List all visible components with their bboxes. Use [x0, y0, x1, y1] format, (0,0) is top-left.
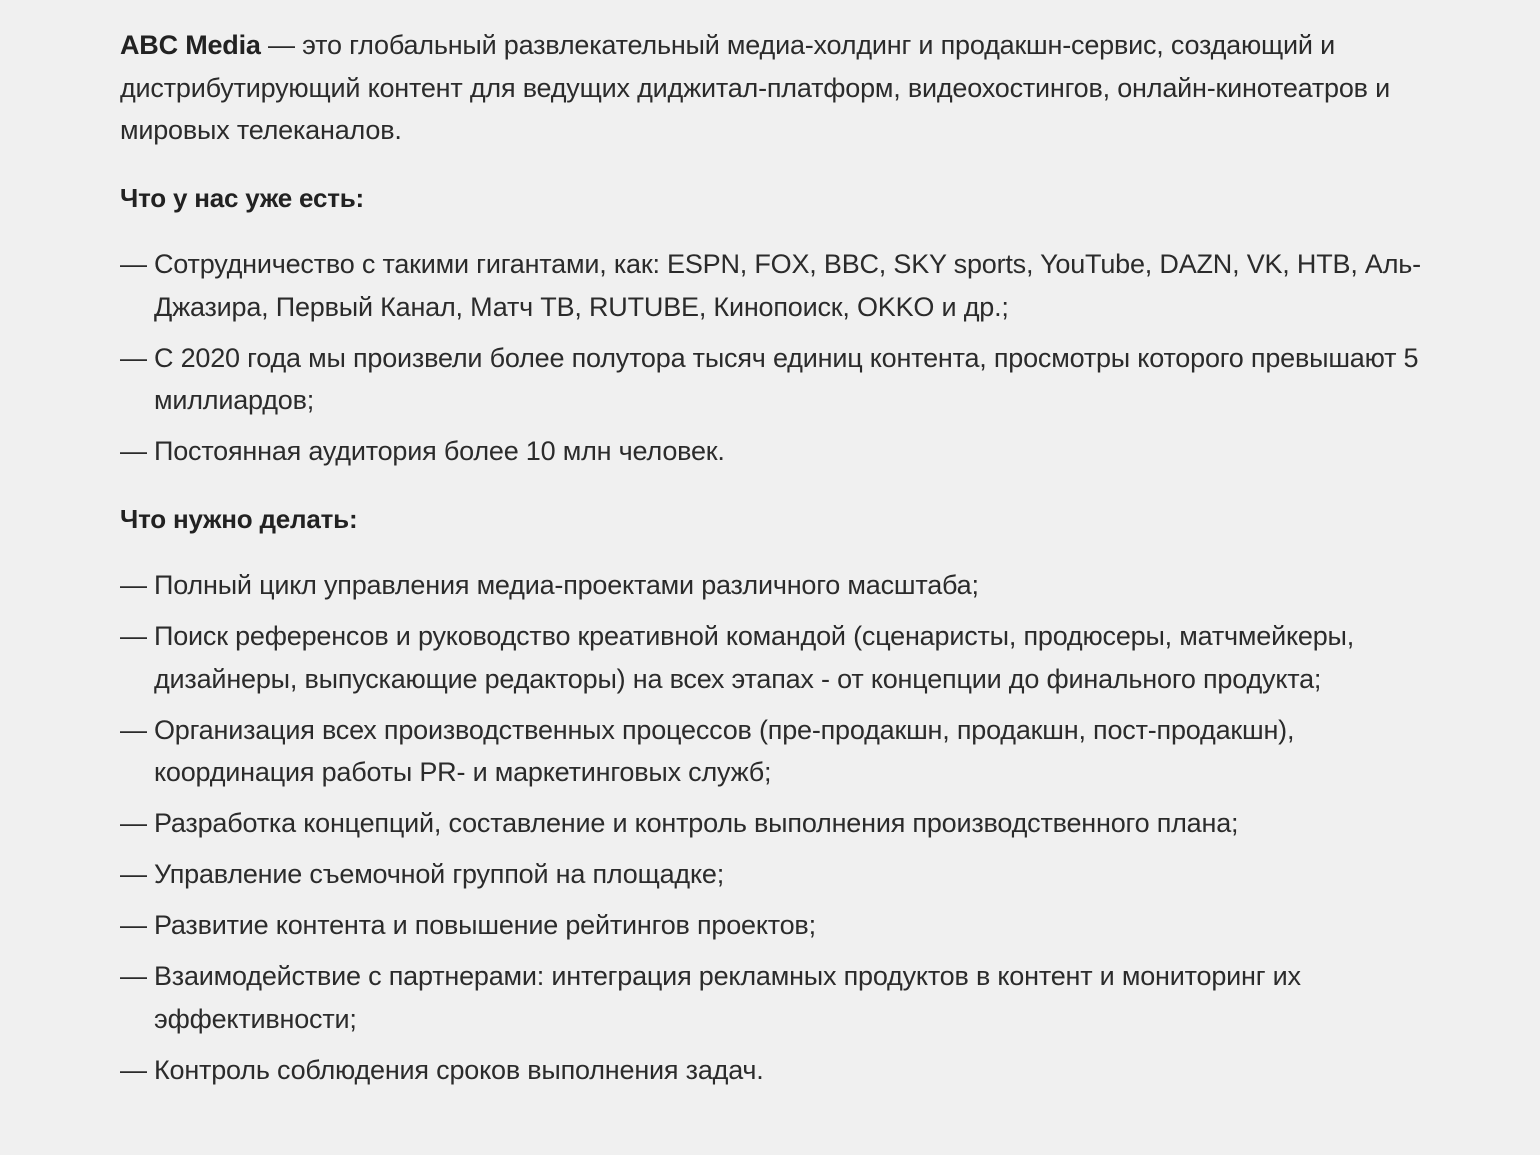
list-item	[120, 709, 1430, 794]
list-item-text: Сотрудничество с такими гигантами, как: ESPN, FOX, BBC, SKY sports, YouTube, DAZN, VK, НТВ, Аль-Джазира, Первый Канал, Матч ТВ, RUTUBE, Кинопоиск, OKKO и др.;	[154, 249, 1421, 322]
list-item-text: Организация всех производственных процессов (пре-продакшн, продакшн, пост-продакшн), координация работы PR- и маркетинговых служб;	[154, 714, 1295, 787]
list-item	[120, 564, 1430, 607]
list-item-text: Полный цикл управления медиа-проектами различного масштаба;	[154, 570, 979, 600]
dash-bullet: —	[120, 1054, 147, 1085]
list-item	[120, 802, 1430, 845]
dash-bullet: —	[120, 342, 147, 373]
list-item-text: Постоянная аудитория более 10 млн человек.	[154, 436, 725, 466]
dash-bullet: —	[120, 961, 147, 991]
list-item	[120, 955, 1430, 1040]
list-item	[120, 853, 1430, 896]
dash-bullet: —	[120, 621, 147, 651]
list-item-text: Разработка концепций, составление и контроль выполнения производственного плана;	[154, 808, 1239, 838]
list-item	[120, 1049, 1430, 1092]
todo-list	[120, 564, 1430, 1091]
list-item-text: Управление съемочной группой на площадке;	[154, 859, 724, 889]
list-item	[120, 243, 1430, 328]
list-item	[120, 430, 1430, 473]
intro-text: — это глобальный развлекательный медиа-холдинг и продакшн-сервис, создающий и дистрибутирующий контент для ведущих диджитал-платформ, видеохостингов, онлайн-кинотеатров и мировых телеканалов.	[120, 30, 1390, 145]
dash-bullet: —	[120, 249, 147, 279]
dash-bullet: —	[120, 910, 147, 940]
list-item-text: Развитие контента и повышение рейтингов проектов;	[154, 910, 816, 940]
section-title-have: Что у нас уже есть:	[120, 182, 364, 213]
section-title-todo: Что нужно делать:	[120, 503, 358, 534]
dash-bullet: —	[120, 436, 147, 466]
have-list	[120, 243, 1430, 473]
list-item	[120, 615, 1430, 700]
company-name: ABC Media	[120, 30, 261, 60]
job-description	[120, 24, 1430, 1100]
list-item-text: Контроль соблюдения сроков выполнения задач.	[154, 1054, 764, 1085]
list-item	[120, 337, 1430, 422]
list-item-text: Поиск референсов и руководство креативной командой (сценаристы, продюсеры, матчмейкеры, дизайнеры, выпускающие редакторы) на всех этапах - от концепции до финального продукта;	[154, 621, 1355, 694]
list-item	[120, 904, 1430, 947]
dash-bullet: —	[120, 808, 147, 838]
dash-bullet: —	[120, 714, 147, 745]
intro-paragraph	[120, 24, 1430, 152]
list-item-text: Взаимодействие с партнерами: интеграция рекламных продуктов в контент и мониторинг их эффективности;	[154, 961, 1301, 1034]
dash-bullet: —	[120, 570, 147, 600]
dash-bullet: —	[120, 859, 147, 889]
list-item-text: С 2020 года мы произвели более полутора тысяч единиц контента, просмотры которого превышают 5 миллиардов;	[154, 342, 1419, 415]
